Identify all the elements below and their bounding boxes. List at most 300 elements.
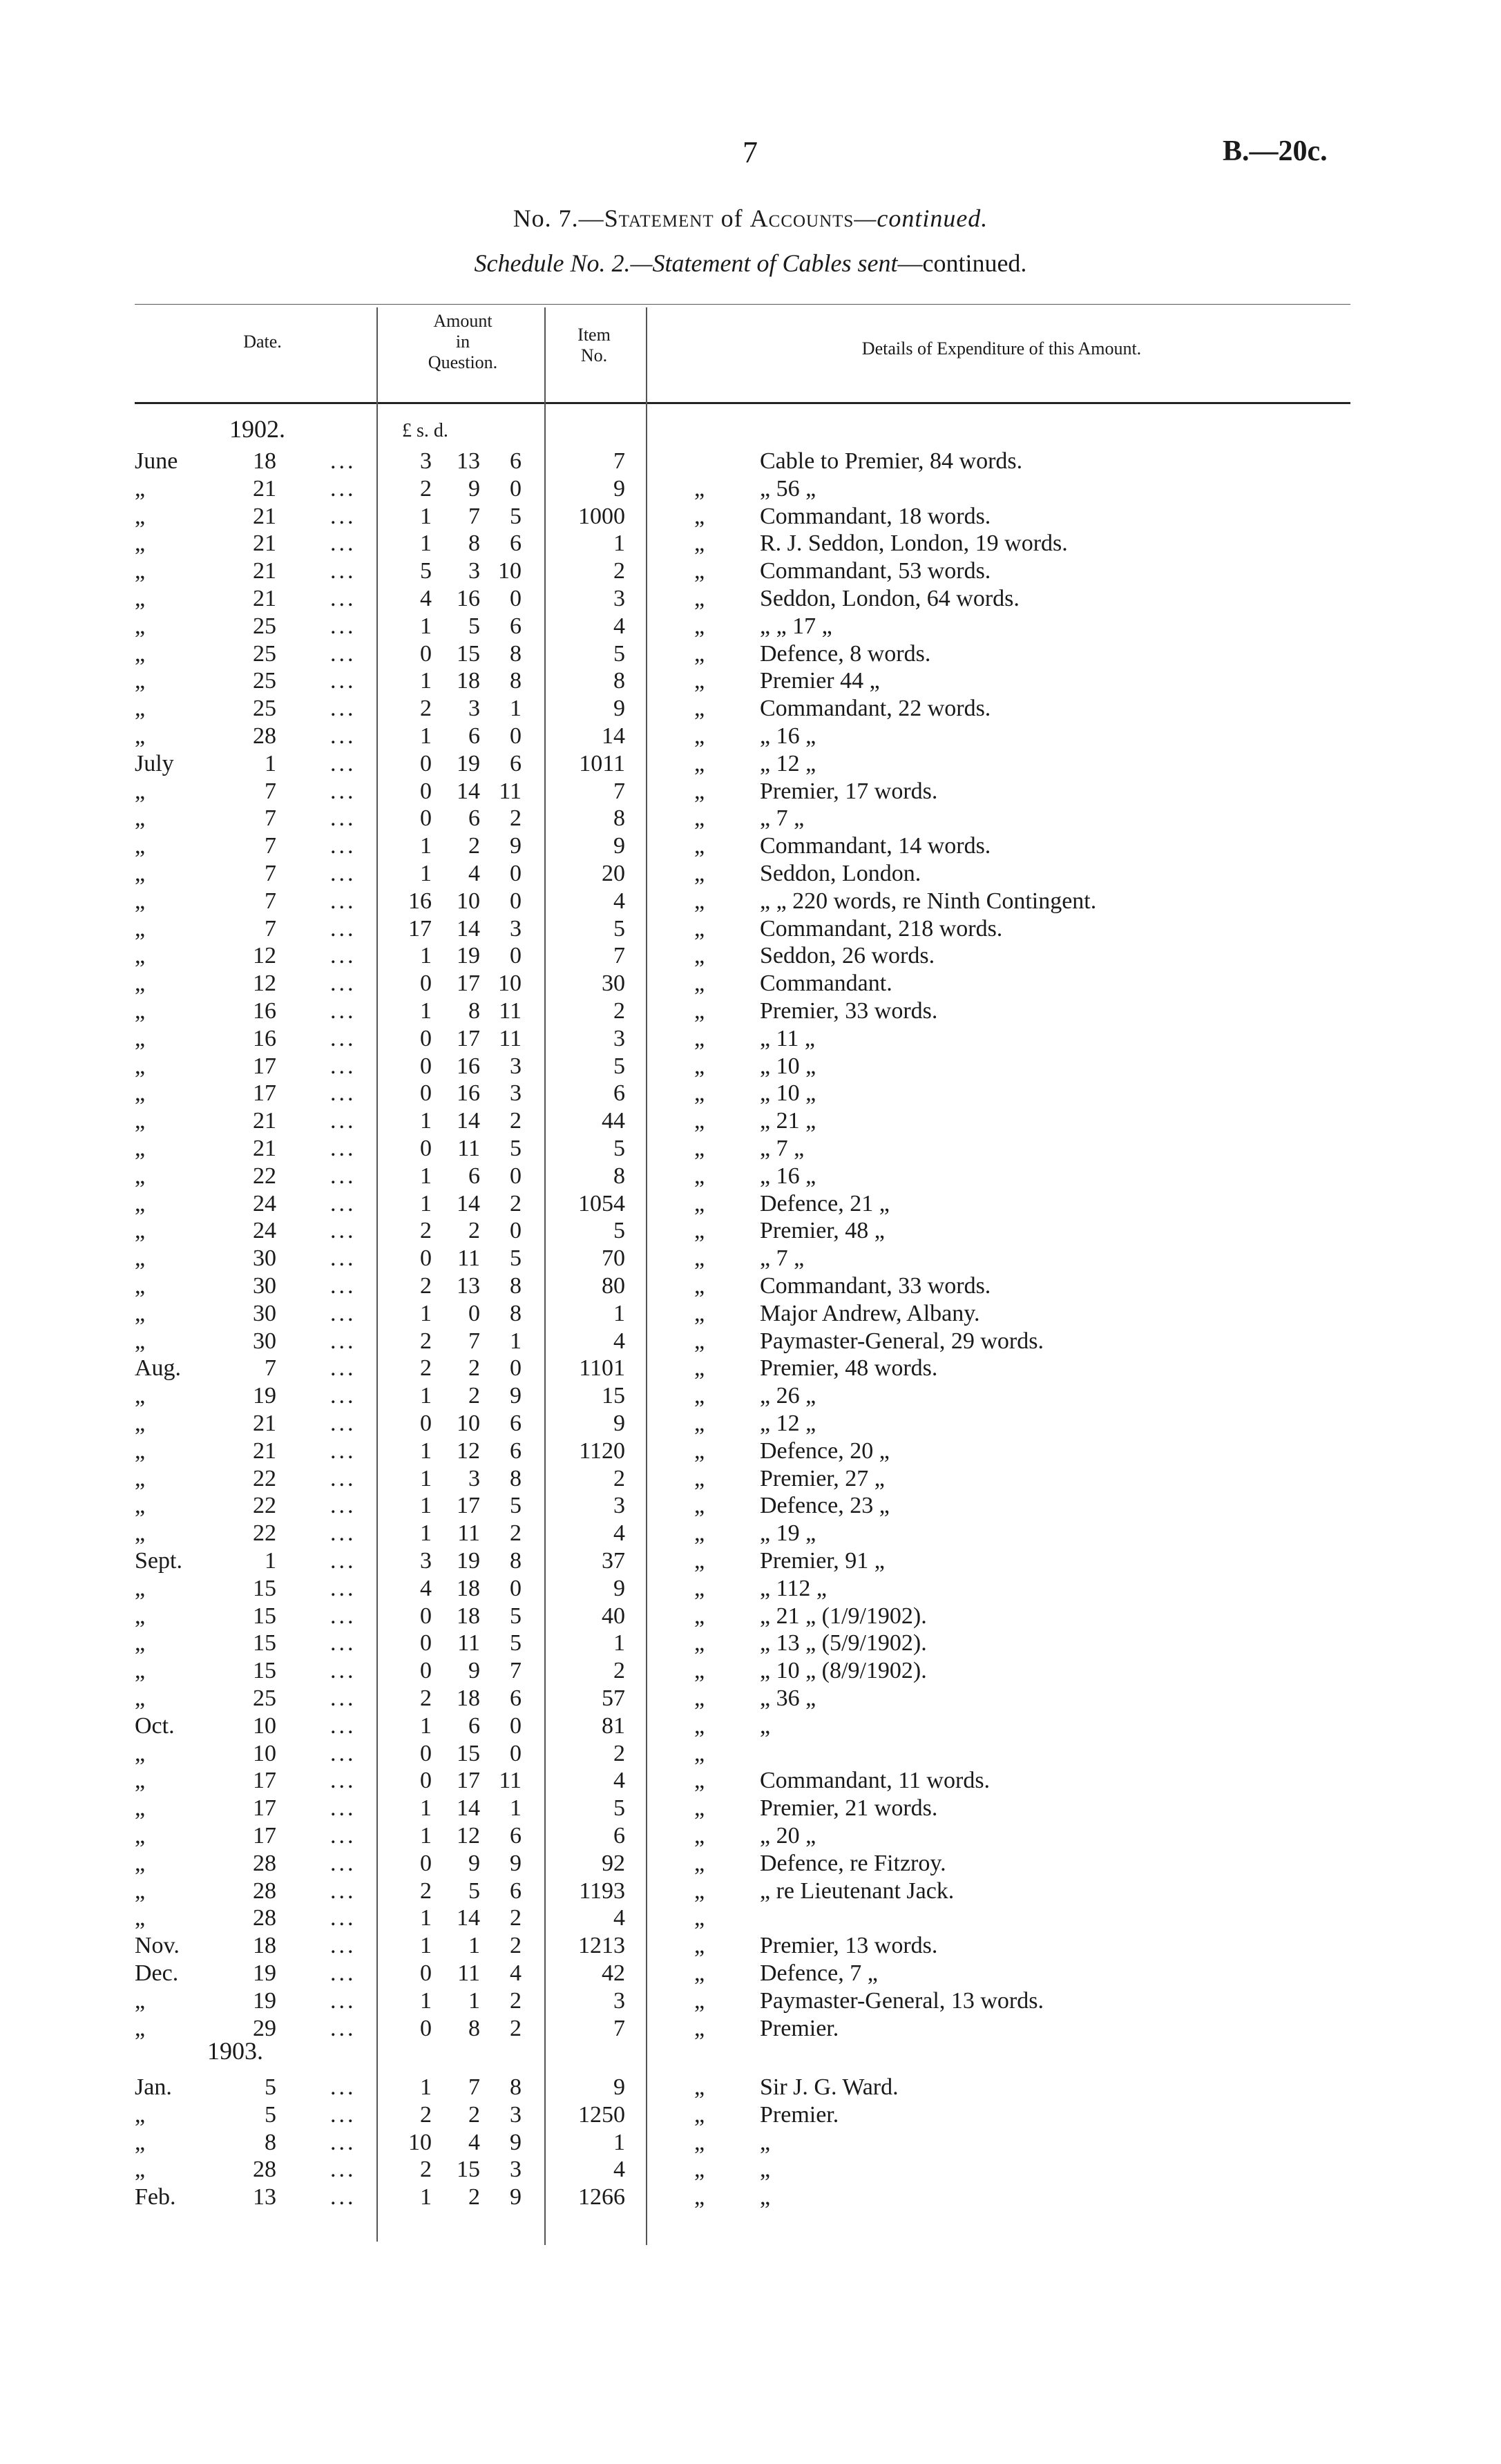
row-month: „	[135, 1493, 146, 1519]
table-row	[0, 942, 1501, 970]
row-details: „ 26 „	[760, 1383, 816, 1409]
table-row	[0, 1410, 1501, 1438]
row-pence: 11	[499, 998, 522, 1024]
table-row	[0, 778, 1501, 805]
row-details: „ 7 „	[760, 1245, 805, 1272]
row-ditto-mark: „	[694, 1136, 705, 1161]
row-pence: 6	[510, 1823, 522, 1849]
row-day: 29	[253, 2015, 276, 2041]
row-month: „	[135, 1136, 146, 1161]
row-details: Defence, 20 „	[760, 1438, 890, 1464]
table-row	[0, 1603, 1501, 1630]
row-details: Commandant, 18 words.	[760, 503, 991, 529]
row-details: „ 36 „	[760, 1685, 816, 1711]
subtitle-continued: —continued.	[897, 249, 1027, 277]
row-pence: 0	[510, 1163, 522, 1189]
row-details: „ 19 „	[760, 1520, 816, 1547]
row-shillings: 9	[468, 1658, 480, 1684]
row-item-number: 2	[613, 1465, 625, 1491]
row-leader-dots: ...	[330, 613, 356, 639]
row-pence: 7	[510, 1658, 522, 1684]
row-details: „	[760, 2129, 771, 2155]
row-month: „	[135, 1630, 146, 1656]
row-pounds: 0	[420, 1740, 432, 1766]
row-shillings: 15	[457, 1740, 480, 1766]
row-month: „	[135, 1300, 146, 1326]
row-pounds: 0	[420, 1603, 432, 1629]
row-shillings: 15	[457, 2157, 480, 2183]
row-day: 24	[253, 1218, 276, 1244]
row-shillings: 12	[457, 1438, 480, 1464]
row-shillings: 3	[468, 696, 480, 722]
row-day: 19	[253, 1987, 276, 2014]
row-pounds: 0	[420, 1768, 432, 1794]
row-month: „	[135, 1411, 146, 1436]
row-ditto-mark: „	[694, 1245, 705, 1272]
row-month: „	[135, 888, 146, 914]
row-item-number: 9	[613, 1411, 625, 1436]
row-leader-dots: ...	[330, 1025, 356, 1051]
row-month: Feb.	[135, 2184, 176, 2210]
title-word-statement: Statement	[604, 204, 714, 232]
row-ditto-mark: „	[694, 1493, 705, 1519]
row-pounds: 1	[420, 1987, 432, 2014]
row-day: 22	[253, 1163, 276, 1189]
row-shillings: 4	[468, 861, 480, 886]
row-leader-dots: ...	[330, 1685, 356, 1711]
row-ditto-mark: „	[694, 503, 705, 529]
row-pounds: 1	[420, 1383, 432, 1409]
row-month: „	[135, 1795, 146, 1822]
row-details: Defence, 21 „	[760, 1190, 890, 1216]
row-ditto-mark: „	[694, 723, 705, 749]
row-shillings: 2	[468, 2184, 480, 2210]
row-day: 21	[253, 558, 276, 584]
row-details: Major Andrew, Albany.	[760, 1300, 980, 1326]
row-leader-dots: ...	[330, 1053, 356, 1079]
row-pounds: 0	[420, 805, 432, 832]
row-month: „	[135, 475, 146, 502]
row-pounds: 1	[420, 943, 432, 969]
row-pence: 6	[510, 1878, 522, 1904]
row-pence: 9	[510, 1383, 522, 1409]
row-item-number: 4	[613, 1328, 625, 1354]
row-pence: 5	[510, 503, 522, 529]
row-ditto-mark: „	[694, 1740, 705, 1766]
row-pounds: 3	[420, 448, 432, 474]
row-month: „	[135, 2129, 146, 2155]
table-row	[0, 970, 1501, 997]
row-leader-dots: ...	[330, 805, 356, 832]
row-ditto-mark: „	[694, 1465, 705, 1491]
row-day: 7	[265, 833, 276, 859]
row-item-number: 4	[613, 1520, 625, 1547]
row-details: Defence, 8 words.	[760, 640, 931, 667]
table-row	[0, 1932, 1501, 1960]
row-details: „ 10 „ (8/9/1902).	[760, 1658, 927, 1684]
row-item-number: 6	[613, 1080, 625, 1107]
row-day: 22	[253, 1520, 276, 1547]
row-pence: 2	[510, 2015, 522, 2041]
row-month: „	[135, 1080, 146, 1107]
row-item-number: 8	[613, 668, 625, 694]
row-item-number: 81	[602, 1712, 625, 1739]
row-details: Defence, 23 „	[760, 1493, 890, 1519]
row-pence: 5	[510, 1603, 522, 1629]
row-details: Premier.	[760, 2101, 839, 2128]
table-row	[0, 1740, 1501, 1768]
title-word-accounts: Accounts	[749, 204, 854, 232]
row-pence: 2	[510, 1108, 522, 1134]
row-day: 16	[253, 1025, 276, 1051]
table-row	[0, 2101, 1501, 2129]
row-details: „ 21 „	[760, 1108, 816, 1134]
row-item-number: 4	[613, 613, 625, 639]
row-details: Premier, 17 words.	[760, 778, 938, 804]
row-pence: 10	[498, 971, 522, 997]
row-leader-dots: ...	[330, 2101, 356, 2128]
row-pounds: 1	[420, 1520, 432, 1547]
row-ditto-mark: „	[694, 1658, 705, 1684]
row-ditto-mark: „	[694, 613, 705, 639]
table-row	[0, 613, 1501, 640]
row-day: 25	[253, 696, 276, 722]
row-ditto-mark: „	[694, 1520, 705, 1547]
row-details: „ 11 „	[760, 1025, 815, 1051]
row-shillings: 14	[457, 1190, 480, 1216]
row-leader-dots: ...	[330, 2184, 356, 2210]
row-day: 17	[253, 1823, 276, 1849]
row-shillings: 11	[457, 1136, 480, 1161]
row-pence: 8	[510, 1548, 522, 1574]
row-day: 21	[253, 1136, 276, 1161]
row-leader-dots: ...	[330, 998, 356, 1024]
row-day: 10	[253, 1712, 276, 1739]
row-shillings: 14	[457, 1905, 480, 1931]
row-pounds: 1	[420, 1493, 432, 1519]
title-continued: —continued.	[854, 204, 988, 232]
row-pence: 10	[498, 558, 522, 584]
row-day: 25	[253, 668, 276, 694]
statement-title	[0, 204, 1501, 233]
row-leader-dots: ...	[330, 723, 356, 749]
table-row	[0, 530, 1501, 557]
row-leader-dots: ...	[330, 2015, 356, 2041]
row-pence: 0	[510, 586, 522, 611]
row-item-number: 1213	[578, 1933, 625, 1959]
row-item-number: 70	[602, 1245, 625, 1272]
row-day: 7	[265, 778, 276, 804]
row-day: 1	[265, 1548, 276, 1574]
row-pence: 6	[510, 613, 522, 639]
row-item-number: 3	[613, 586, 625, 611]
row-pence: 11	[499, 1025, 522, 1051]
row-leader-dots: ...	[330, 1548, 356, 1574]
row-details: „ 7 „	[760, 1136, 805, 1161]
row-month: „	[135, 971, 146, 997]
header-details: Details of Expenditure of this Amount.	[861, 338, 1142, 359]
table-row	[0, 888, 1501, 915]
row-month: „	[135, 1108, 146, 1134]
row-month: „	[135, 1053, 146, 1079]
table-row	[0, 1795, 1501, 1822]
row-ditto-mark: „	[694, 2184, 705, 2210]
row-day: 28	[253, 1850, 276, 1876]
row-details: Premier 44 „	[760, 668, 880, 694]
row-leader-dots: ...	[330, 833, 356, 859]
row-leader-dots: ...	[330, 1987, 356, 2014]
row-details: Premier, 48 words.	[760, 1355, 938, 1382]
row-shillings: 6	[468, 805, 480, 832]
table-row	[0, 1492, 1501, 1520]
row-leader-dots: ...	[330, 448, 356, 474]
table-row	[0, 1163, 1501, 1190]
table-row	[0, 1520, 1501, 1547]
row-pence: 3	[510, 1080, 522, 1107]
row-item-number: 80	[602, 1273, 625, 1299]
row-shillings: 9	[468, 1850, 480, 1876]
row-leader-dots: ...	[330, 1080, 356, 1107]
row-day: 15	[253, 1575, 276, 1601]
row-item-number: 7	[613, 448, 625, 474]
row-pounds: 1	[420, 1933, 432, 1959]
row-ditto-mark: „	[694, 1438, 705, 1464]
row-pence: 3	[510, 915, 522, 942]
row-pounds: 0	[420, 1053, 432, 1079]
row-leader-dots: ...	[330, 888, 356, 914]
row-shillings: 14	[457, 1108, 480, 1134]
row-ditto-mark: „	[694, 861, 705, 886]
row-ditto-mark: „	[694, 1603, 705, 1629]
table-row	[0, 997, 1501, 1025]
row-pounds: 1	[420, 668, 432, 694]
row-day: 1	[265, 750, 276, 776]
row-ditto-mark: „	[694, 1960, 705, 1986]
row-details: Seddon, London, 64 words.	[760, 586, 1020, 611]
row-pounds: 0	[420, 2015, 432, 2041]
row-pence: 0	[510, 723, 522, 749]
row-shillings: 19	[457, 1548, 480, 1574]
table-row	[0, 1822, 1501, 1850]
row-day: 30	[253, 1328, 276, 1354]
row-ditto-mark: „	[694, 1273, 705, 1299]
row-ditto-mark: „	[694, 750, 705, 776]
row-ditto-mark: „	[694, 1053, 705, 1079]
row-month: „	[135, 1658, 146, 1684]
row-month: „	[135, 531, 146, 557]
row-pounds: 1	[420, 1438, 432, 1464]
row-item-number: 2	[613, 998, 625, 1024]
row-month: „	[135, 613, 146, 639]
row-shillings: 7	[468, 2074, 480, 2100]
row-pence: 5	[510, 1630, 522, 1656]
row-item-number: 1	[613, 2129, 625, 2155]
row-item-number: 1	[613, 1630, 625, 1656]
row-month: „	[135, 1383, 146, 1409]
row-pence: 8	[510, 1273, 522, 1299]
row-pence: 0	[510, 888, 522, 914]
row-pence: 1	[510, 696, 522, 722]
row-ditto-mark: „	[694, 778, 705, 804]
row-details: Premier, 21 words.	[760, 1795, 938, 1822]
header-item	[553, 325, 635, 366]
row-month: „	[135, 1603, 146, 1629]
row-shillings: 19	[457, 750, 480, 776]
row-shillings: 10	[457, 1411, 480, 1436]
row-item-number: 1054	[578, 1190, 625, 1216]
row-month: „	[135, 943, 146, 969]
row-ditto-mark: „	[694, 1025, 705, 1051]
row-pounds: 1	[420, 1465, 432, 1491]
row-leader-dots: ...	[330, 475, 356, 502]
row-item-number: 5	[613, 1795, 625, 1822]
row-shillings: 0	[468, 1300, 480, 1326]
row-leader-dots: ...	[330, 2074, 356, 2100]
row-day: 7	[265, 888, 276, 914]
row-shillings: 13	[457, 1273, 480, 1299]
row-leader-dots: ...	[330, 750, 356, 776]
row-shillings: 6	[468, 1163, 480, 1189]
row-day: 15	[253, 1658, 276, 1684]
row-pence: 6	[510, 750, 522, 776]
row-pounds: 2	[420, 1878, 432, 1904]
row-details: „ 12 „	[760, 1411, 816, 1436]
row-details: „ „ 220 words, re Ninth Contingent.	[760, 888, 1097, 914]
row-details: „ 20 „	[760, 1823, 816, 1849]
row-pence: 8	[510, 668, 522, 694]
row-shillings: 2	[468, 2101, 480, 2128]
row-month: „	[135, 1025, 146, 1051]
row-pence: 0	[510, 943, 522, 969]
header-top-rule	[135, 304, 1350, 305]
table-row	[0, 915, 1501, 943]
table-row	[0, 2015, 1501, 2043]
row-leader-dots: ...	[330, 1905, 356, 1931]
row-shillings: 17	[457, 1768, 480, 1794]
row-day: 21	[253, 586, 276, 611]
table-row	[0, 1300, 1501, 1328]
row-details: Commandant, 53 words.	[760, 558, 991, 584]
row-shillings: 18	[457, 1575, 480, 1601]
row-details: „ 56 „	[760, 475, 816, 502]
row-details: Commandant, 14 words.	[760, 833, 991, 859]
row-item-number: 7	[613, 778, 625, 804]
row-month: „	[135, 1575, 146, 1601]
row-shillings: 13	[457, 448, 480, 474]
table-row	[0, 1328, 1501, 1355]
row-details: Premier, 27 „	[760, 1465, 885, 1491]
title-of: of	[714, 204, 750, 232]
row-leader-dots: ...	[330, 503, 356, 529]
header-item-line1: Item	[577, 325, 611, 345]
row-ditto-mark: „	[694, 998, 705, 1024]
row-day: 15	[253, 1630, 276, 1656]
row-pence: 6	[510, 1438, 522, 1464]
row-leader-dots: ...	[330, 668, 356, 694]
row-leader-dots: ...	[330, 1355, 356, 1382]
row-pounds: 1	[420, 833, 432, 859]
row-month: Sept.	[135, 1548, 182, 1574]
row-item-number: 3	[613, 1025, 625, 1051]
row-ditto-mark: „	[694, 1768, 705, 1794]
row-pounds: 1	[420, 2184, 432, 2210]
row-shillings: 16	[457, 586, 480, 611]
row-pence: 6	[510, 448, 522, 474]
row-day: 19	[253, 1960, 276, 1986]
row-day: 15	[253, 1603, 276, 1629]
table-row	[0, 1878, 1501, 1905]
row-item-number: 9	[613, 475, 625, 502]
row-month: July	[135, 750, 174, 776]
row-pounds: 0	[420, 750, 432, 776]
row-month: „	[135, 1245, 146, 1272]
row-pence: 6	[510, 531, 522, 557]
table-row	[0, 2156, 1501, 2184]
row-ditto-mark: „	[694, 1355, 705, 1382]
table-row	[0, 1355, 1501, 1382]
row-item-number: 1011	[579, 750, 625, 776]
row-item-number: 42	[602, 1960, 625, 1986]
row-ditto-mark: „	[694, 2129, 705, 2155]
row-pence: 11	[499, 778, 522, 804]
header-amount	[387, 311, 539, 373]
row-item-number: 4	[613, 2157, 625, 2183]
row-pounds: 1	[420, 503, 432, 529]
row-month: „	[135, 1850, 146, 1876]
row-pounds: 2	[420, 2157, 432, 2183]
row-shillings: 17	[457, 971, 480, 997]
row-pounds: 0	[420, 778, 432, 804]
row-shillings: 9	[468, 475, 480, 502]
row-details: „ 21 „ (1/9/1902).	[760, 1603, 927, 1629]
row-item-number: 8	[613, 1163, 625, 1189]
year-1903: 1903.	[207, 2037, 263, 2065]
table-row	[0, 640, 1501, 668]
row-day: 25	[253, 613, 276, 639]
table-row	[0, 750, 1501, 778]
row-pounds: 0	[420, 1960, 432, 1986]
row-month: „	[135, 1878, 146, 1904]
row-month: „	[135, 503, 146, 529]
row-shillings: 18	[457, 1603, 480, 1629]
row-day: 10	[253, 1740, 276, 1766]
row-pounds: 1	[420, 1905, 432, 1931]
row-pence: 6	[510, 1685, 522, 1711]
row-pounds: 1	[420, 1795, 432, 1822]
table-row	[0, 695, 1501, 723]
table-row	[0, 805, 1501, 832]
row-shillings: 11	[457, 1960, 480, 1986]
row-details: Commandant, 11 words.	[760, 1768, 991, 1794]
row-pence: 0	[510, 1740, 522, 1766]
row-month: „	[135, 1685, 146, 1711]
row-pounds: 0	[420, 971, 432, 997]
row-month: „	[135, 1438, 146, 1464]
row-details: „ „ 17 „	[760, 613, 832, 639]
row-ditto-mark: „	[694, 888, 705, 914]
row-month: „	[135, 1823, 146, 1849]
row-item-number: 1250	[578, 2101, 625, 2128]
row-month: „	[135, 1740, 146, 1766]
row-details: „ 112 „	[760, 1575, 827, 1601]
table-row	[0, 1465, 1501, 1493]
row-item-number: 57	[602, 1685, 625, 1711]
row-day: 25	[253, 640, 276, 667]
row-details: Paymaster-General, 29 words.	[760, 1328, 1044, 1354]
row-day: 22	[253, 1465, 276, 1491]
row-details: „ 12 „	[760, 750, 816, 776]
row-details: Defence, 7 „	[760, 1960, 878, 1986]
